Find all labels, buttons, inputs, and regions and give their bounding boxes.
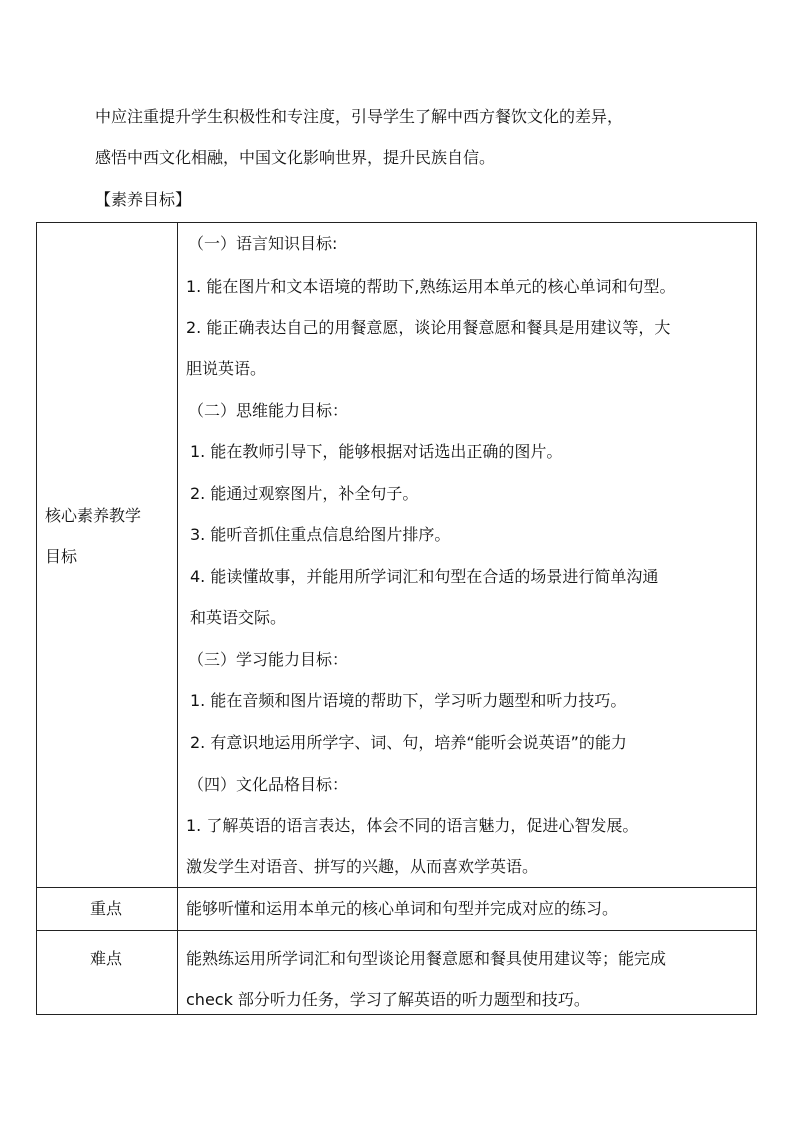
intro-line-1: 中应注重提升学生积极性和专注度，引导学生了解中西方餐饮文化的差异， [95, 107, 624, 126]
content-line: （四）文化品格目标： [188, 775, 349, 794]
row-content-cell [178, 223, 756, 887]
row-label: 难点 [90, 949, 123, 968]
intro-line-2: 感悟中西文化相融，中国文化影响世界，提升民族自信。 [95, 148, 496, 167]
content-line: 3. 能听音抓住重点信息给图片排序。 [190, 525, 451, 544]
content-line: （二）思维能力目标： [188, 401, 349, 420]
row-content-cell [178, 888, 756, 930]
content-line: 1. 能在图片和文本语境的帮助下,熟练运用本单元的核心单词和句型。 [186, 277, 676, 296]
content-line: 1. 能在音频和图片语境的帮助下，学习听力题型和听力技巧。 [190, 691, 627, 710]
row-label-cell [37, 931, 178, 1014]
row-label-line-2: 目标 [45, 547, 78, 566]
content-line: 能熟练运用所学词汇和句型谈论用餐意愿和餐具使用建议等；能完成 [186, 949, 667, 968]
content-line: 能够听懂和运用本单元的核心单词和句型并完成对应的练习。 [186, 899, 619, 918]
content-line: 1. 能在教师引导下，能够根据对话选出正确的图片。 [190, 442, 563, 461]
table-row-difficulties [37, 930, 756, 1014]
table-row-key-points [37, 887, 756, 930]
content-line: （一）语言知识目标: [188, 234, 338, 253]
content-line: 胆说英语。 [186, 359, 267, 378]
content-line: check 部分听力任务，学习了解英语的听力题型和技巧。 [186, 990, 590, 1009]
content-line: 激发学生对语音、拼写的兴趣，从而喜欢学英语。 [186, 857, 539, 876]
table-row-core-goals [37, 223, 756, 887]
row-content-cell [178, 931, 756, 1014]
content-line: 2. 能通过观察图片，补全句子。 [190, 484, 419, 503]
content-line: 4. 能读懂故事，并能用所学词汇和句型在合适的场景进行简单沟通 [190, 567, 659, 586]
row-label-line-1: 核心素养教学 [45, 506, 142, 525]
section-heading: 【素养目标】 [95, 190, 192, 209]
content-line: （三）学习能力目标： [188, 650, 349, 669]
row-label: 重点 [90, 899, 123, 918]
content-line: 2. 能正确表达自己的用餐意愿，谈论用餐意愿和餐具是用建议等，大 [186, 318, 671, 337]
content-line: 1. 了解英语的语言表达，体会不同的语言魅力，促进心智发展。 [186, 816, 639, 835]
row-label-cell [37, 223, 178, 887]
content-line: 2. 有意识地运用所学字、词、句，培养“能听会说英语”的能力 [190, 733, 627, 752]
goals-table [36, 222, 757, 1015]
row-label-cell [37, 888, 178, 930]
content-line: 和英语交际。 [190, 608, 287, 627]
